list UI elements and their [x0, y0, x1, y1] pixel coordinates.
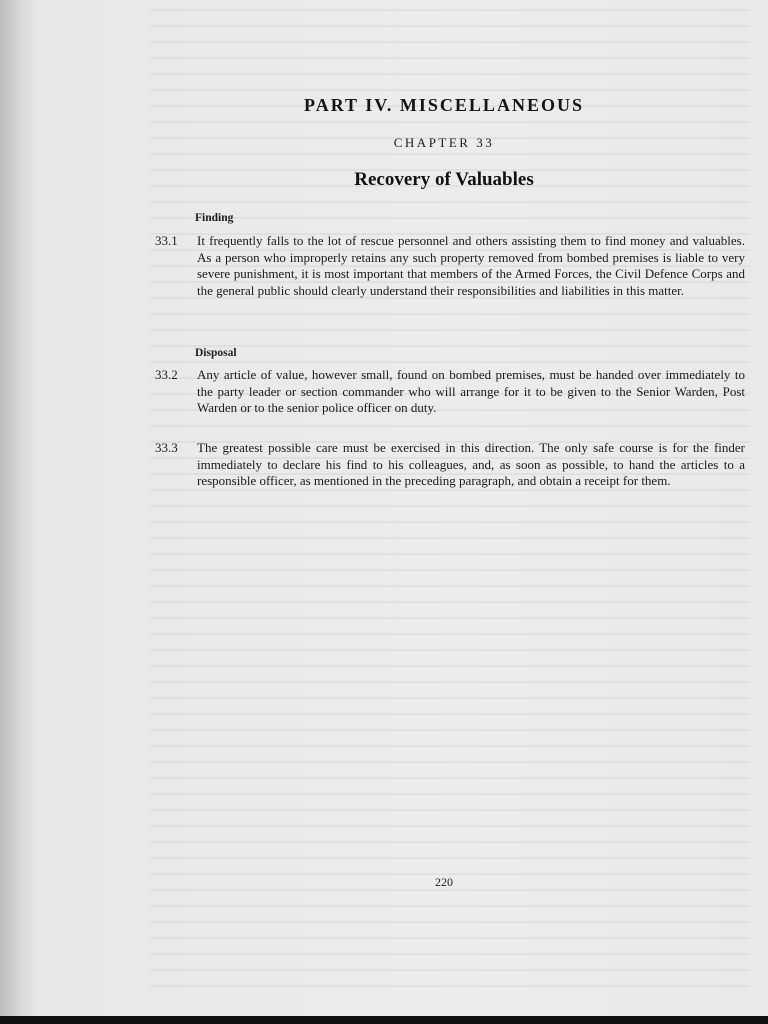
paragraph-text: The greatest possible care must be exercised in this direction. The only safe course is for the finder immediately to declare his find to his colleagues, and, as soon as possible, to hand the articles to a responsible officer, as mentioned in the preceding paragraph, and obtain a receipt for them. — [197, 440, 745, 488]
paragraph-text: Any article of value, however small, found on bombed premises, must be handed over immediately to the party leader or section commander who will arrange for it to be given to the Senior Warden, Post Warden or to the senior police officer on duty. — [197, 367, 745, 415]
paragraph-33-1 — [155, 233, 745, 299]
chapter-label: CHAPTER 33 — [393, 135, 495, 150]
paragraph-text: It frequently falls to the lot of rescue personnel and others assisting them to find money and valuables. As a person who improperly retains any such property removed from bombed premises is liable to very severe punishment, it is most important that members of the Armed Forces, the Civil Defence Corps and the general public should clearly understand their responsibilities and liabilities in this matter. — [197, 233, 745, 298]
paragraph-33-2 — [155, 367, 745, 417]
scan-bottom-edge — [0, 1016, 768, 1024]
paragraph-33-3 — [155, 440, 745, 490]
page-number: 220 — [435, 875, 453, 889]
paragraph-number: 33.2 — [155, 367, 178, 382]
part-title: PART IV. MISCELLANEOUS — [304, 95, 584, 115]
section-heading-finding: Finding — [195, 212, 234, 224]
paragraph-number: 33.1 — [155, 233, 178, 248]
chapter-title: Recovery of Valuables — [354, 169, 534, 190]
page-spine-shadow — [0, 0, 40, 1016]
paragraph-number: 33.3 — [155, 440, 178, 455]
section-heading-disposal: Disposal — [195, 347, 237, 359]
